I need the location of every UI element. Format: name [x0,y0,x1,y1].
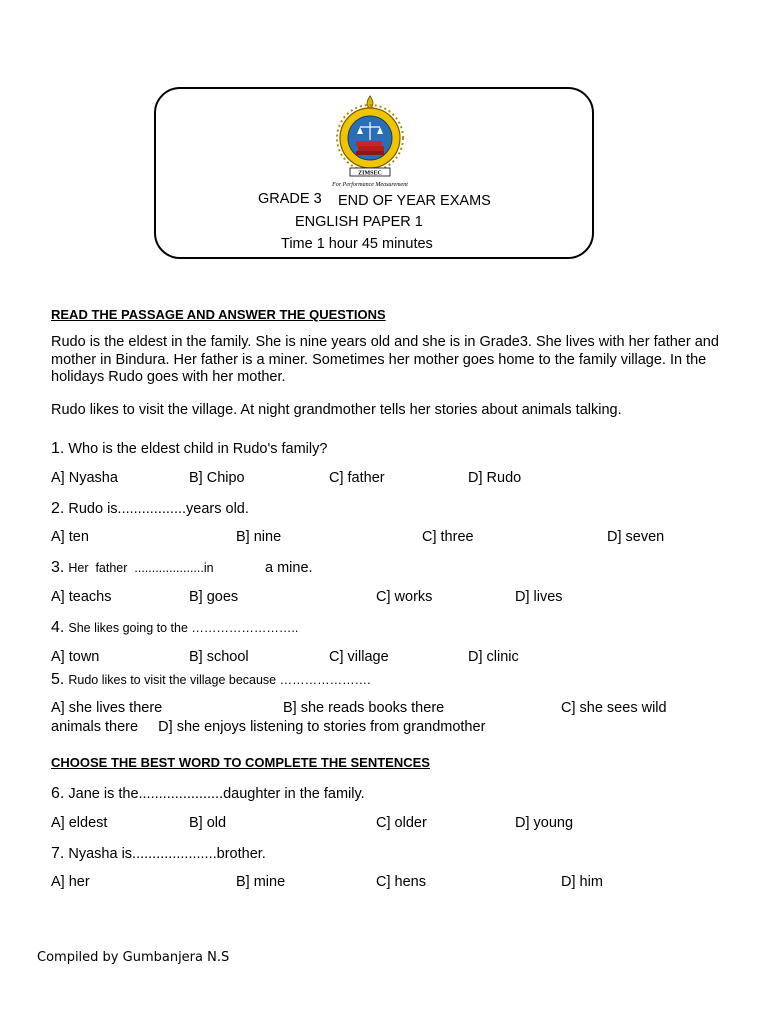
option-c: C] village [329,649,389,665]
exam-title: END OF YEAR EXAMS [338,193,491,209]
question-number: 6. [51,785,65,802]
option-d: D] him [561,874,603,890]
option-c: C] she sees wild [561,700,667,716]
option-a: A] teachs [51,589,112,605]
option-b: B] old [189,815,227,831]
option-b: B] nine [236,529,282,545]
option-a: A] she lives there [51,700,163,716]
question-text: Rudo is.................years old. [68,501,249,517]
option-a: A] eldest [51,815,108,831]
option-a: A] her [51,874,90,890]
section-title-vocabulary: CHOOSE THE BEST WORD TO COMPLETE THE SENTENCES [51,755,430,770]
question-number: 1. [51,440,65,457]
option-d: D] lives [515,589,563,605]
question-number: 7. [51,845,65,862]
question-5 [51,671,371,689]
option-d: D] clinic [468,649,519,665]
question-1 [51,440,327,458]
option-d: D] young [515,815,574,831]
grade-label: GRADE 3 [258,191,322,207]
question-text: She likes going to the …………………….. [68,621,299,635]
option-d: D] Rudo [468,470,522,486]
zimsec-logo [330,94,410,190]
option-c-continued-and-option-d: animals there D] she enjoys listening to stories from grandmother [51,719,486,735]
option-c: C] hens [376,874,426,890]
logo-motto: For Performance Measurement [332,182,408,188]
question-number: 4. [51,619,65,636]
question-text: Rudo likes to visit the village because …………………. [68,673,371,687]
logo-text: ZIMSEC [358,170,382,177]
option-c: C] three [422,529,474,545]
question-number: 5. [51,671,65,688]
option-c: C] works [376,589,433,605]
section-title-reading: READ THE PASSAGE AND ANSWER THE QUESTIONS [51,307,386,322]
question-text: Who is the eldest child in Rudo's family? [68,441,328,457]
paper-title: ENGLISH PAPER 1 [295,214,423,230]
option-b: B] goes [189,589,239,605]
passage-paragraph-2: Rudo likes to visit the village. At night grandmother tells her stories about animals talking. [51,402,622,418]
question-text: Her father ....................in [68,561,214,575]
option-a: A] Nyasha [51,470,118,486]
option-b: B] school [189,649,249,665]
question-6 [51,785,365,803]
question-text: Nyasha is.....................brother. [68,846,266,862]
option-b: B] she reads books there [283,700,445,716]
footer-compiler: Compiled by Gumbanjera N.S [37,950,230,965]
question-4 [51,619,298,637]
option-a: A] ten [51,529,89,545]
question-number: 2. [51,500,65,517]
question-number: 3. [51,559,65,576]
question-2 [51,500,249,518]
option-a: A] town [51,649,100,665]
question-3 [51,559,214,577]
option-b: B] Chipo [189,470,245,486]
option-c: C] older [376,815,427,831]
option-b: B] mine [236,874,286,890]
passage-paragraph-1: Rudo is the eldest in the family. She is nine years old and she is in Grade3. She lives with her father and mother in Bindura. Her father is a miner. Sometimes her mother goes home to the family village. In the holidays Rudo goes with her mother. [51,334,719,385]
question-text: Jane is the.....................daughter in the family. [68,786,365,802]
exam-time: Time 1 hour 45 minutes [281,236,433,252]
question-7 [51,845,266,863]
option-c: C] father [329,470,385,486]
question-3-tail: a mine. [265,560,313,576]
option-d: D] seven [607,529,665,545]
